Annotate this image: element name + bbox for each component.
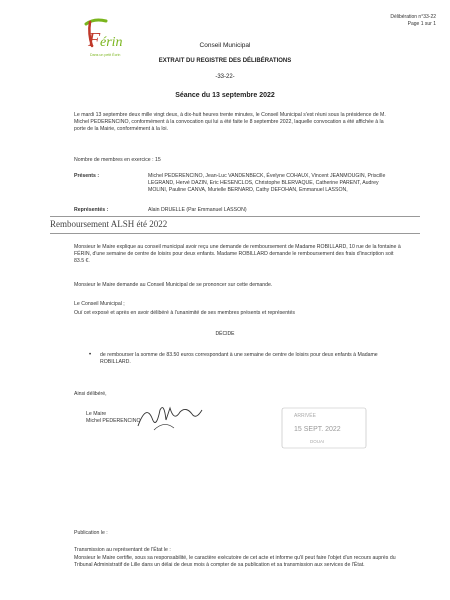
deliberation-code: -33-22- — [215, 74, 235, 80]
ferin-logo — [80, 16, 126, 60]
council-title: Conseil Municipal — [199, 42, 251, 49]
footer-certification: Monsieur le Maire certifie, sous sa responsabilité, le caractère exécutoire de cet acte et informe qu'il peut faire l'objet d'un recours auprès du Tribunal Administratif de Lille dans un délai de deux mois à compter de sa publication et sa transmission aux services de l'État. — [74, 555, 396, 568]
svg-text:Dans un petit Écrin: Dans un petit Écrin — [90, 53, 121, 57]
subject-title: Remboursement ALSH été 2022 — [50, 219, 168, 229]
svg-text:F: F — [88, 29, 101, 51]
mayor-request: Monsieur le Maire demande au Conseil Municipal de se prononcer sur cette demande. — [74, 282, 273, 288]
mayor-title: Le Maire — [86, 411, 107, 417]
document-reference — [390, 14, 436, 28]
transmission-date: Transmission au représentant de l'État le : — [74, 547, 171, 553]
stamp-line-3: DOUAI — [310, 439, 325, 444]
deliberation-number: Délibération n°33-22 — [390, 14, 436, 20]
mayor-signature — [134, 400, 206, 436]
page-number: Page 1 sur 1 — [407, 21, 436, 27]
intro-paragraph: Le mardi 13 septembre deux mille vingt deux, à dix-huit heures trente minutes, le Conseil Municipal s'est réuni sous la présidence de M. Michel PEDERENCINO, conformément à la convocation qui lui a été faite le 8 septembre 2022, laquelle convocation a été affichée à la porte de la Mairie, conformément à la loi. — [74, 112, 386, 132]
session-date: Séance du 13 septembre 2022 — [175, 92, 275, 99]
bullet-icon: • — [89, 352, 92, 358]
publication-date: Publication le : — [74, 530, 108, 536]
represented-label: Représentés : — [74, 207, 109, 213]
deliberation-statement: Ouï cet exposé et après en avoir délibéré à l'unanimité de ses membres présents et représentés — [74, 310, 296, 316]
council-heading: Le Conseil Municipal ; — [74, 301, 125, 307]
presents-label: Présents : — [74, 173, 100, 179]
arrival-stamp — [280, 405, 370, 453]
mayor-name: Michel PEDERENCINO — [86, 418, 141, 424]
extract-title: EXTRAIT DU REGISTRE DES DÉLIBÉRATIONS — [158, 58, 292, 64]
svg-text:érin: érin — [100, 35, 123, 50]
decision-text: de rembourser la somme de 83.50 euros correspondant à une semaine de centre de loisirs pour deux enfants à Madame ROBILLARD. — [100, 352, 378, 365]
decide-heading: DÉCIDE — [215, 331, 235, 337]
ainsi-delibere: Ainsi délibéré, — [74, 391, 107, 397]
stamp-line-1: ARRIVÉE — [294, 413, 316, 419]
represented-list: Alain DRUELLE (Par Emmanuel LASSON) — [148, 207, 247, 213]
divider-bottom — [50, 233, 420, 234]
request-paragraph: Monsieur le Maire explique au conseil municipal avoir reçu une demande de remboursement de Madame ROBILLARD, 10 rue de la fontaine à FÉRIN, d'une semaine de centre de loisirs pour deux enfants. Madame ROBILLARD demande le remboursement des frais d'inscription soit 83.5 €. — [74, 244, 401, 264]
stamp-date: 15 SEPT. 2022 — [294, 426, 341, 433]
presents-list: Michel PEDERENCINO, Jean-Luc VANDENBECK, Évelyne COHAUX, Vincent JEANMOUGIN, Priscille LEGRAND, Hervé DAZIN, Eric HESENCLOS, Christophe BLERVAQUE, Catherine PARENT, Audrey MOLINI, Pauline CANVA, Murielle BERNARD, Cathy DEFOHAN, Emmanuel LASSON, — [148, 173, 386, 193]
divider-top — [50, 216, 420, 217]
members-count: Nombre de membres en exercice : 15 — [74, 157, 161, 163]
